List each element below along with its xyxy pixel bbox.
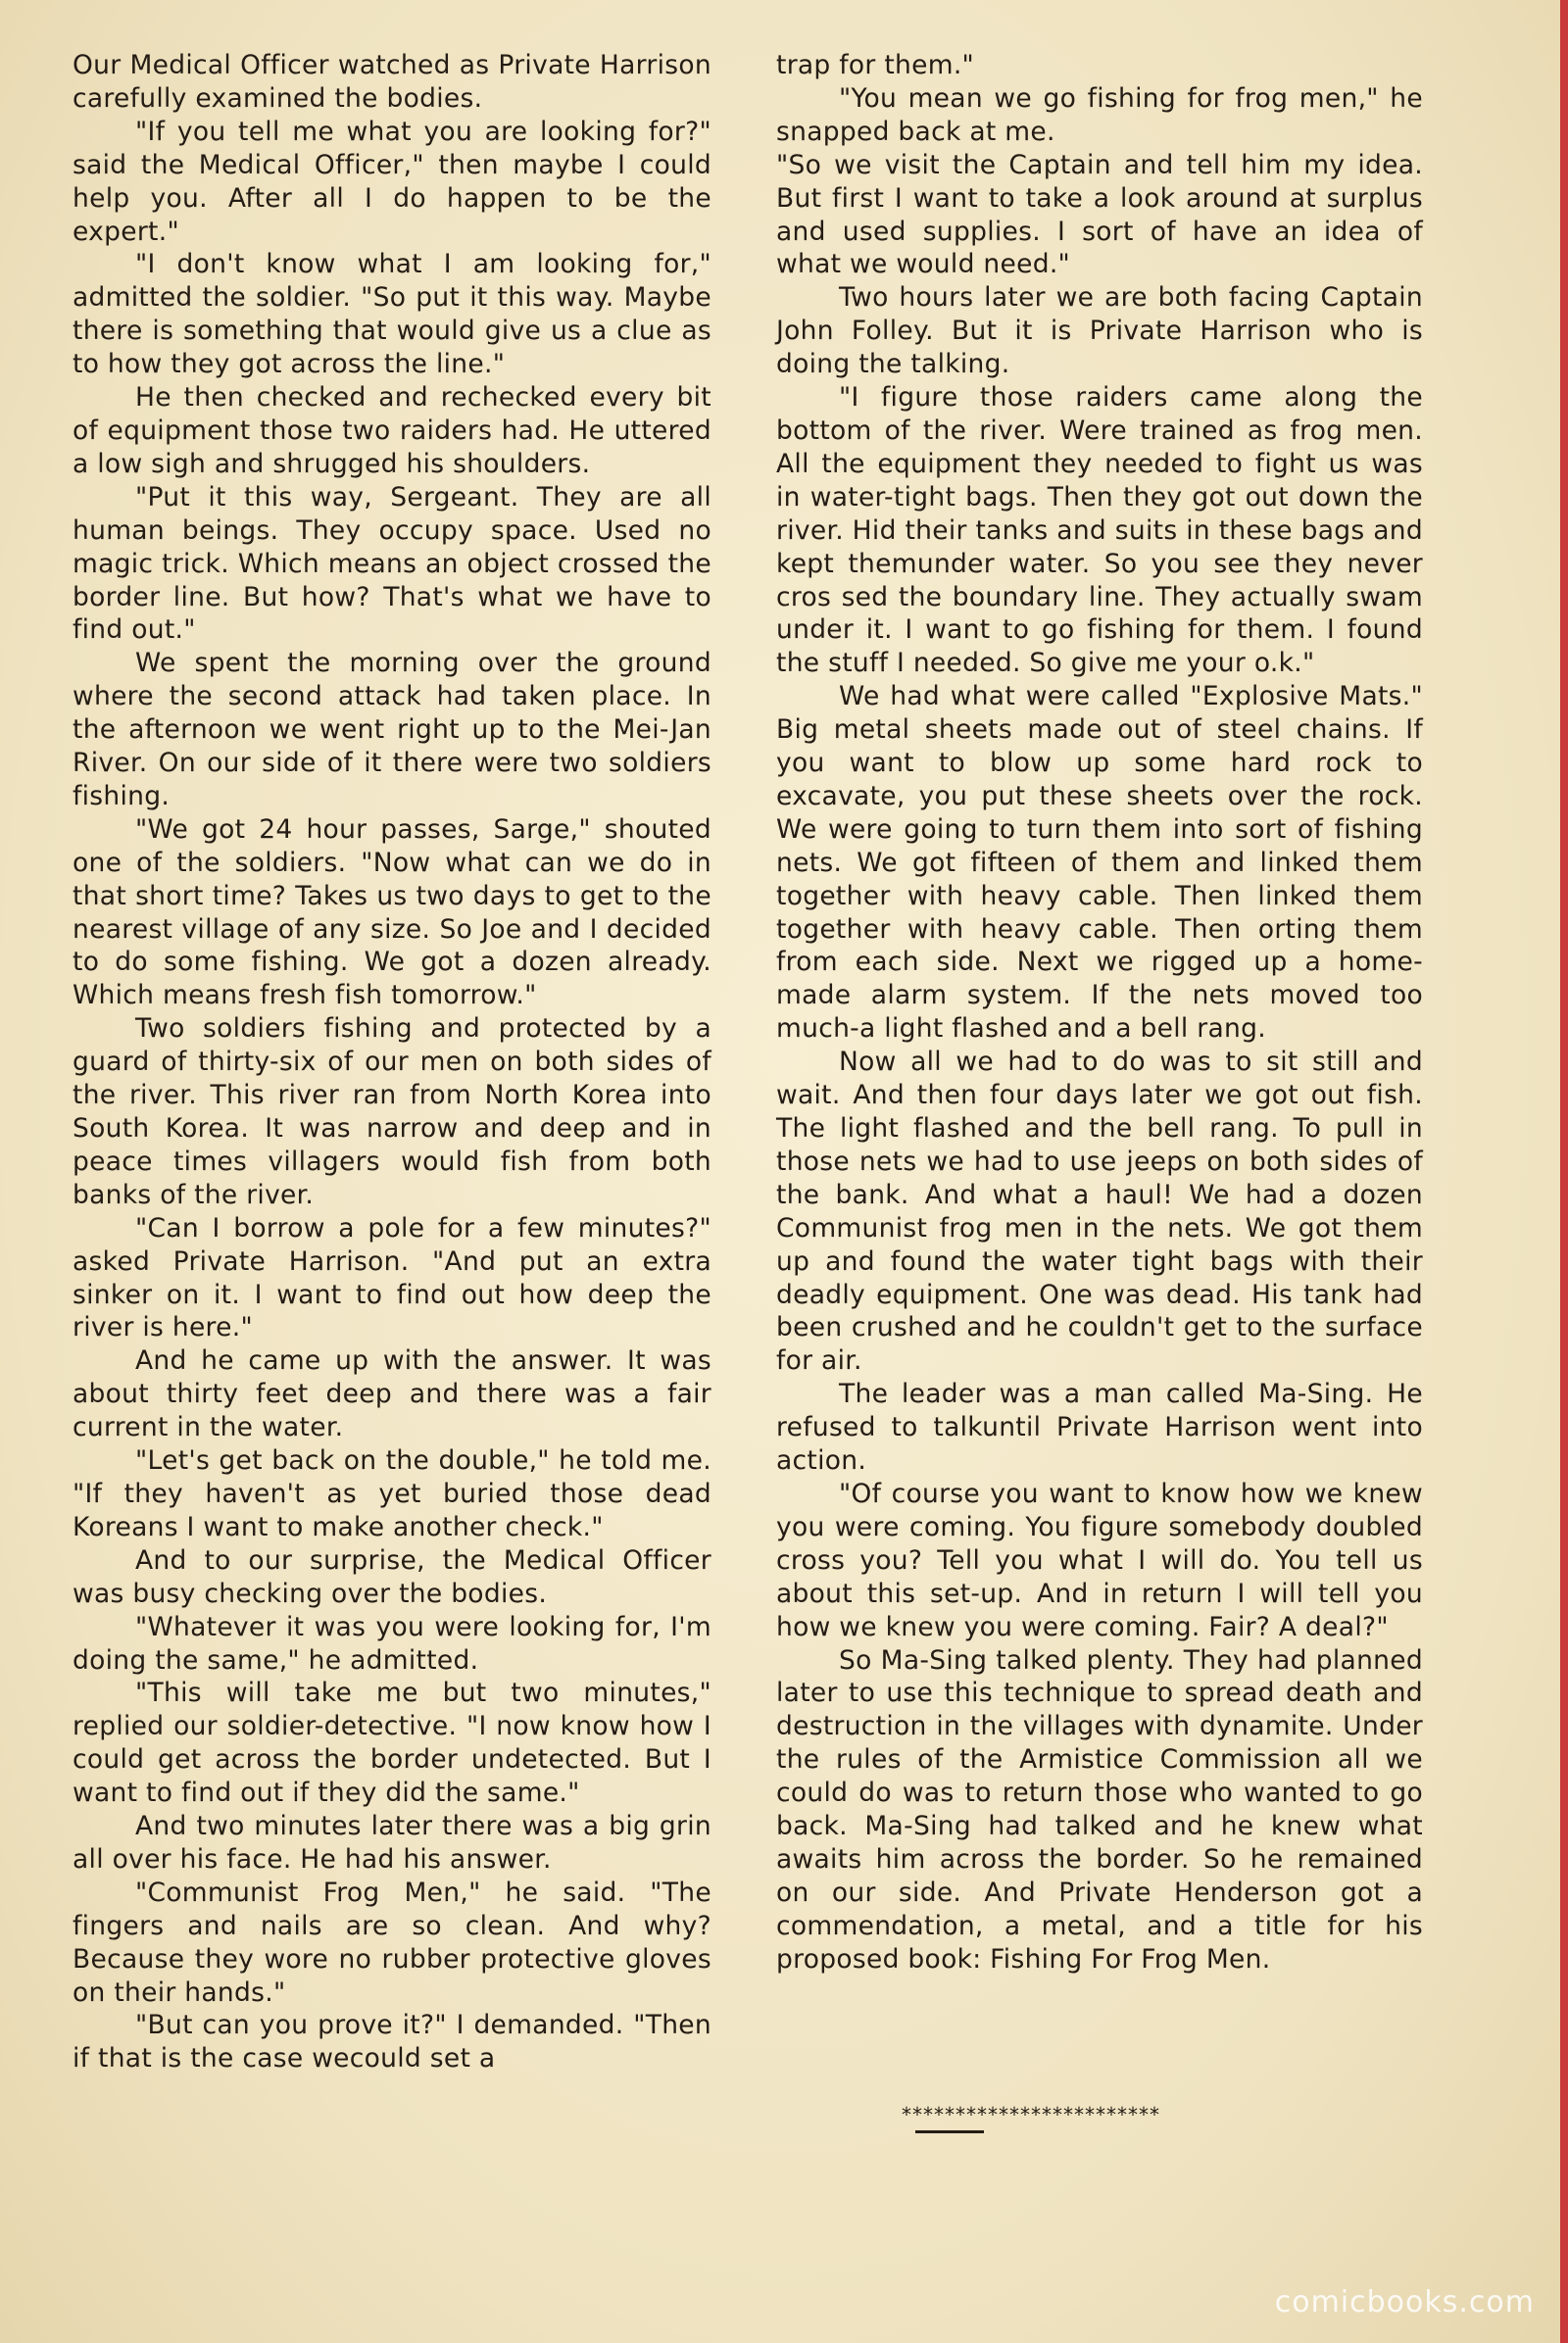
paragraph: "Communist Frog Men," he said. "The fingers and nails are so clean. And why? Because they wore no rubber protective gloves on their hands." bbox=[73, 1877, 711, 2008]
paragraph: We spent the morning over the ground where the second attack had taken place. In the afternoon we went right up to the Mei-Jan River. On our side of it there were two soldiers fishing. bbox=[73, 648, 711, 811]
paragraph: "Put it this way, Sergeant. They are all human beings. They occupy space. Used no magic trick. Which means an object crossed the border line. But how? That's what we have to find out." bbox=[73, 481, 711, 646]
paragraph: We had what were called "Explosive Mats." Big metal sheets made out of steel chains. If you want to blow up some hard rock to excavate, you put these sheets over the rock. We were going to turn them into sort of fishing nets. We got fifteen of them and linked them together with heavy cable. Then linked them together with heavy cable. Then orting them from each side. Next we rigged up a home-made alarm system. If the nets moved too much-a light flashed and a bell rang. bbox=[776, 681, 1423, 1045]
paragraph: "You mean we go fishing for frog men," he snapped back at me. bbox=[776, 82, 1423, 147]
paragraph: "I figure those raiders came along the bottom of the river. Were trained as frog men. All the equipment they needed to fight us was in water-tight bags. Then they got out down the river. Hid their tanks and suits in these bags and kept themunder water. So you see they never cros sed the boundary line. They actually swam under it. I want to go fishing for them. I found the stuff I needed. So give me your o.k." bbox=[776, 382, 1423, 679]
paragraph: The leader was a man called Ma-Sing. He refused to talkuntil Private Harrison went into action. bbox=[776, 1379, 1423, 1477]
paragraph: Two soldiers fishing and protected by a guard of thirty-six of our men on both sides of the river. This river ran from North Korea into South Korea. It was narrow and deep and in peace times villagers would fish from both banks of the river. bbox=[73, 1013, 711, 1210]
site-watermark: comicbooks.com bbox=[1274, 2285, 1535, 2319]
paragraph: And he came up with the answer. It was about thirty feet deep and there was a fair current in the water. bbox=[73, 1345, 711, 1443]
paragraph: "If you tell me what you are looking for?" said the Medical Officer," then maybe I could help you. After all I do happen to be the expert." bbox=[73, 116, 711, 247]
paragraph: And two minutes later there was a big grin all over his face. He had his answer. bbox=[73, 1811, 711, 1875]
paragraph: "Can I borrow a pole for a few minutes?" asked Private Harrison. "And put an extra sinker on it. I want to find out how deep the river is here." bbox=[73, 1212, 711, 1343]
paragraph: Two hours later we are both facing Captain John Folley. But it is Private Harrison who is doing the talking. bbox=[776, 282, 1423, 380]
paragraph: "Whatever it was you were looking for, I'm doing the same," he admitted. bbox=[73, 1611, 711, 1676]
paragraph: "But can you prove it?" I demanded. "Then if that is the case wecould set a bbox=[73, 2010, 711, 2075]
paragraph: Our Medical Officer watched as Private Harrison carefully examined the bodies. bbox=[73, 50, 711, 114]
right-text-column bbox=[776, 49, 1423, 1977]
paragraph: "So we visit the Captain and tell him my idea. But first I want to take a look around at surplus and used supplies. I sort of have an idea of what we would need." bbox=[776, 149, 1423, 280]
paragraph: "I don't know what I am looking for," admitted the soldier. "So put it this way. Maybe there is something that would give us a clue as to how they got across the line." bbox=[73, 249, 711, 380]
paragraph: So Ma-Sing talked plenty. They had planned later to use this technique to spread death and destruction in the villages with dynamite. Under the rules of the Armistice Commission all we could do was to return those who wanted to go back. Ma-Sing had talked and he knew what awaits him across the border. So he remained on our side. And Private Henderson got a commendation, a metal, and a title for his proposed book: Fishing For Frog Men. bbox=[776, 1644, 1423, 1975]
end-mark-underline bbox=[915, 2130, 984, 2133]
paragraph: "Let's get back on the double," he told me. "If they haven't as yet buried those dead Koreans I want to make another check." bbox=[73, 1445, 711, 1542]
end-of-story-stars: ************************ bbox=[902, 2103, 1160, 2126]
paragraph: Now all we had to do was to sit still and wait. And then four days later we got out fish. The light flashed and the bell rang. To pull in those nets we had to use jeeps on both sides of the bank. And what a haul! We had a dozen Communist frog men in the nets. We got them up and found the water tight bags with their deadly equipment. One was dead. His tank had been crushed and he couldn't get to the surface for air. bbox=[776, 1047, 1423, 1377]
paragraph: "This will take me but two minutes," replied our soldier-detective. "I now know how I could get across the border undetected. But I want to find out if they did the same." bbox=[73, 1678, 711, 1809]
paragraph: "Of course you want to know how we knew you were coming. You figure somebody doubled cross you? Tell you what I will do. You tell us about this set-up. And in return I will tell you how we knew you were coming. Fair? A deal?" bbox=[776, 1478, 1423, 1642]
paragraph: And to our surprise, the Medical Officer was busy checking over the bodies. bbox=[73, 1544, 711, 1609]
paragraph: He then checked and rechecked every bit of equipment those two raiders had. He uttered a low sigh and shrugged his shoulders. bbox=[73, 382, 711, 479]
paragraph: "We got 24 hour passes, Sarge," shouted one of the soldiers. "Now what can we do in that short time? Takes us two days to get to the nearest village of any size. So Joe and I decided to do some fishing. We got a dozen already. Which means fresh fish tomorrow." bbox=[73, 813, 711, 1011]
page-edge-strip bbox=[1560, 0, 1568, 2343]
left-text-column bbox=[73, 49, 711, 2075]
paragraph: trap for them." bbox=[776, 50, 975, 80]
